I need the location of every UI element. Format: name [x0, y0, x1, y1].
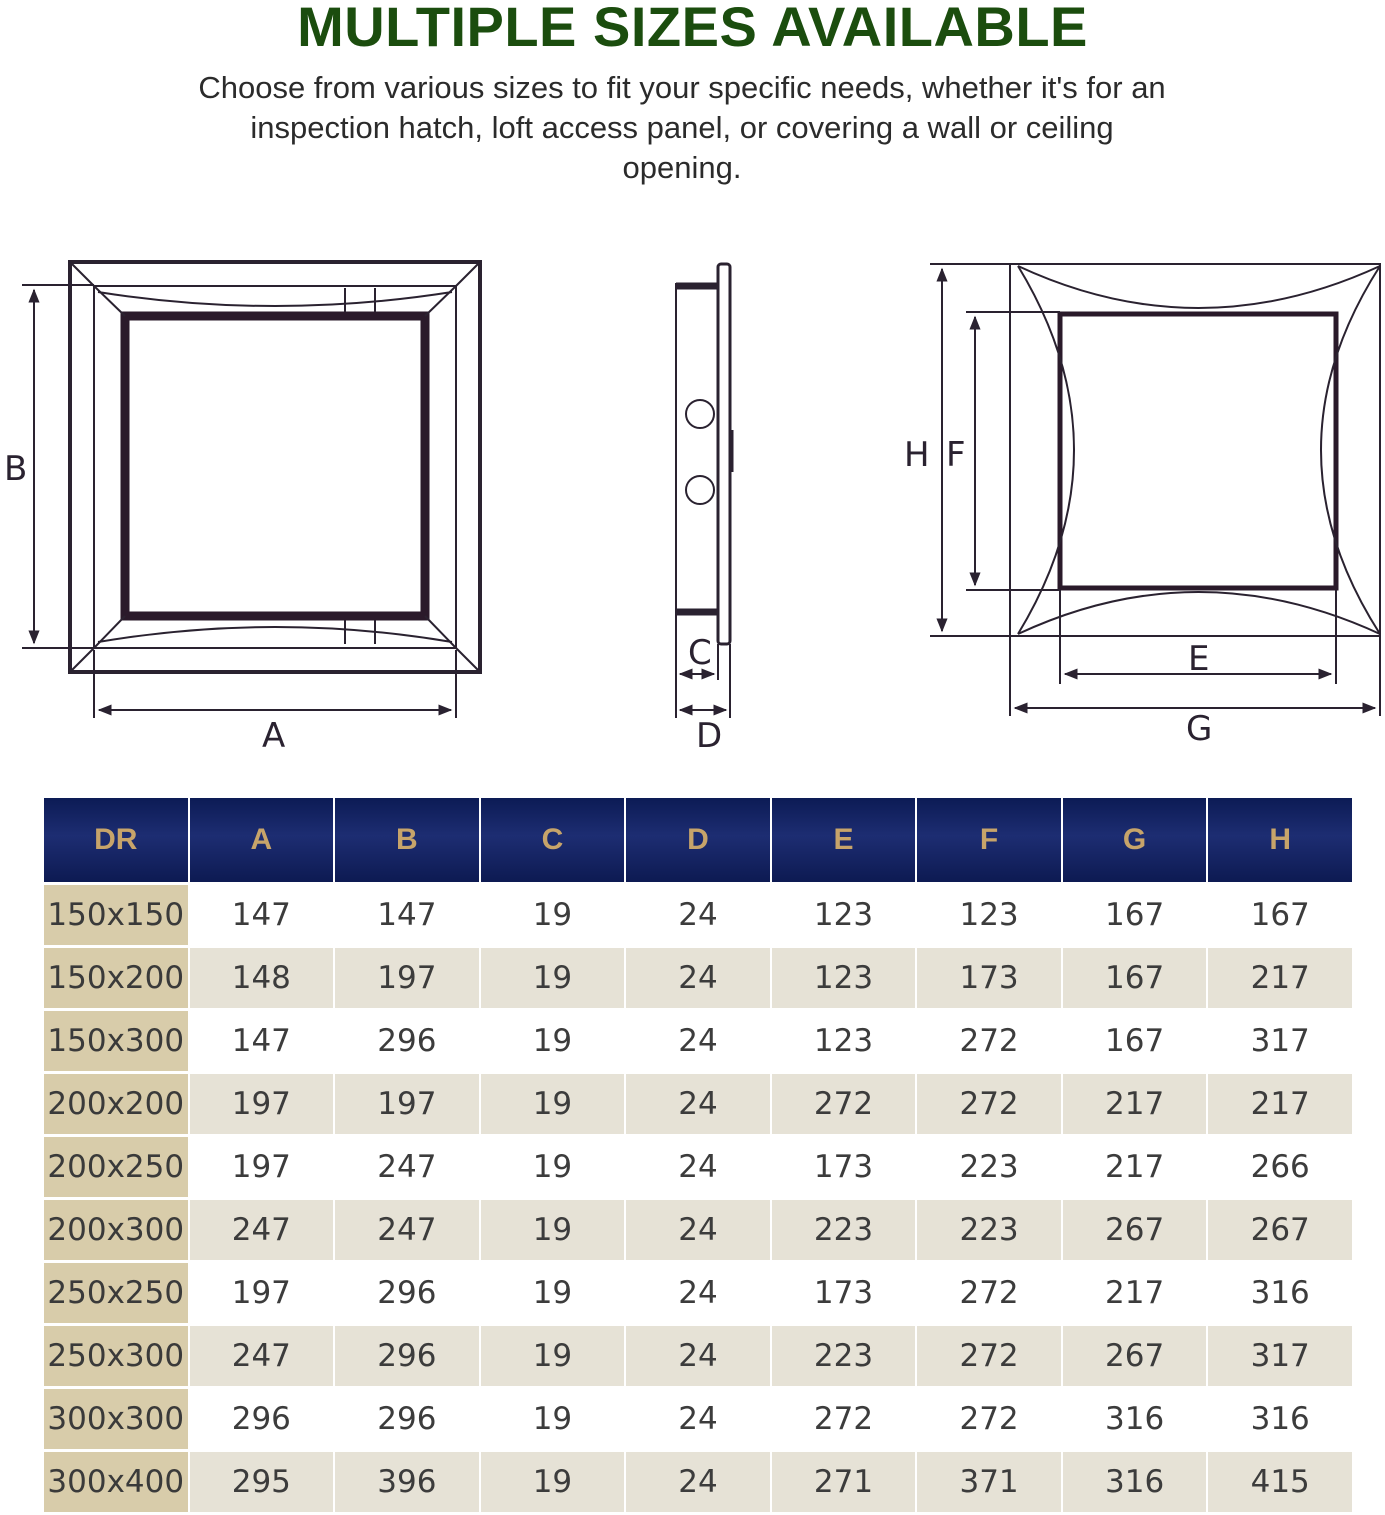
dimension-cell-a: 295 [190, 1452, 334, 1512]
dimension-cell-a: 197 [190, 1263, 334, 1323]
dimension-cell-f: 272 [917, 1011, 1061, 1071]
dimension-cell-d: 24 [626, 1011, 770, 1071]
dimension-cell-e: 123 [772, 1011, 916, 1071]
dimension-cell-f: 272 [917, 1389, 1061, 1449]
size-cell: 250x250 [44, 1263, 188, 1323]
column-header-h: H [1208, 798, 1352, 882]
dimension-cell-b: 247 [335, 1200, 479, 1260]
dimension-cell-b: 296 [335, 1389, 479, 1449]
dimension-cell-d: 24 [626, 1263, 770, 1323]
dimension-cell-f: 173 [917, 948, 1061, 1008]
column-header-d: D [626, 798, 770, 882]
dimension-cell-f: 223 [917, 1200, 1061, 1260]
label-g: G [1186, 709, 1213, 749]
column-header-g: G [1063, 798, 1207, 882]
dimension-cell-c: 19 [481, 1326, 625, 1386]
label-e: E [1188, 639, 1210, 679]
size-cell: 250x300 [44, 1326, 188, 1386]
column-header-a: A [190, 798, 334, 882]
dimension-cell-e: 123 [772, 885, 916, 945]
dimension-cell-d: 24 [626, 1452, 770, 1512]
dimension-cell-c: 19 [481, 1074, 625, 1134]
dimension-cell-b: 197 [335, 948, 479, 1008]
dimension-cell-f: 272 [917, 1263, 1061, 1323]
dimension-cell-b: 296 [335, 1263, 479, 1323]
dimension-cell-f: 272 [917, 1074, 1061, 1134]
dimension-cell-e: 272 [772, 1389, 916, 1449]
dimension-cell-a: 148 [190, 948, 334, 1008]
dimension-cell-h: 217 [1208, 1074, 1352, 1134]
dimension-cell-h: 316 [1208, 1389, 1352, 1449]
dimension-cell-h: 415 [1208, 1452, 1352, 1512]
dimension-cell-h: 317 [1208, 1011, 1352, 1071]
dimension-cell-f: 223 [917, 1137, 1061, 1197]
dimension-diagram [0, 240, 1385, 760]
dimension-cell-g: 316 [1063, 1389, 1207, 1449]
column-header-dr: DR [44, 798, 188, 882]
column-header-f: F [917, 798, 1061, 882]
dimension-cell-c: 19 [481, 948, 625, 1008]
dimension-cell-e: 223 [772, 1200, 916, 1260]
dimension-cell-d: 24 [626, 1200, 770, 1260]
dimension-cell-a: 147 [190, 1011, 334, 1071]
label-h: H [904, 435, 930, 475]
size-cell: 200x250 [44, 1137, 188, 1197]
size-cell: 300x300 [44, 1389, 188, 1449]
column-header-c: C [481, 798, 625, 882]
rear-view-drawing [930, 264, 1380, 716]
size-cell: 200x300 [44, 1200, 188, 1260]
label-f: F [946, 435, 966, 475]
table-row [44, 1011, 1352, 1071]
dimension-cell-c: 19 [481, 1389, 625, 1449]
dimension-cell-d: 24 [626, 1074, 770, 1134]
dimension-cell-a: 296 [190, 1389, 334, 1449]
dimension-cell-d: 24 [626, 1326, 770, 1386]
dimension-cell-b: 147 [335, 885, 479, 945]
dimension-cell-g: 267 [1063, 1326, 1207, 1386]
dimension-cell-c: 19 [481, 1137, 625, 1197]
dimension-cell-c: 19 [481, 885, 625, 945]
table-body [44, 885, 1352, 1512]
dimension-cell-a: 197 [190, 1137, 334, 1197]
size-cell: 150x150 [44, 885, 188, 945]
dimension-cell-g: 167 [1063, 1011, 1207, 1071]
dimension-cell-h: 217 [1208, 948, 1352, 1008]
dimension-cell-b: 296 [335, 1011, 479, 1071]
dimension-cell-b: 197 [335, 1074, 479, 1134]
table-row [44, 1200, 1352, 1260]
table-row [44, 1326, 1352, 1386]
table-row [44, 885, 1352, 945]
table-row [44, 948, 1352, 1008]
dimension-cell-f: 371 [917, 1452, 1061, 1512]
dimension-cell-e: 173 [772, 1137, 916, 1197]
table-row [44, 1137, 1352, 1197]
dimension-cell-e: 223 [772, 1326, 916, 1386]
column-header-b: B [335, 798, 479, 882]
dimension-cell-g: 316 [1063, 1452, 1207, 1512]
page-title: MULTIPLE SIZES AVAILABLE [297, 0, 1088, 58]
dimension-cell-a: 247 [190, 1200, 334, 1260]
dimension-cell-c: 19 [481, 1200, 625, 1260]
dimension-cell-a: 197 [190, 1074, 334, 1134]
dimension-cell-g: 167 [1063, 885, 1207, 945]
label-d: D [696, 716, 723, 756]
dimension-cell-c: 19 [481, 1011, 625, 1071]
dimension-cell-a: 147 [190, 885, 334, 945]
table-row [44, 1389, 1352, 1449]
front-view-drawing [22, 262, 480, 718]
table-row [44, 1452, 1352, 1512]
size-cell: 300x400 [44, 1452, 188, 1512]
dimension-cell-e: 173 [772, 1263, 916, 1323]
dimension-cell-h: 316 [1208, 1263, 1352, 1323]
dimension-cell-c: 19 [481, 1263, 625, 1323]
size-cell: 150x300 [44, 1011, 188, 1071]
dimension-cell-g: 217 [1063, 1263, 1207, 1323]
dimension-cell-g: 217 [1063, 1074, 1207, 1134]
table-row [44, 1074, 1352, 1134]
dimension-cell-g: 217 [1063, 1137, 1207, 1197]
dimension-cell-c: 19 [481, 1452, 625, 1512]
dimension-cell-e: 271 [772, 1452, 916, 1512]
dimension-cell-d: 24 [626, 885, 770, 945]
dimension-cell-h: 266 [1208, 1137, 1352, 1197]
dimension-cell-a: 247 [190, 1326, 334, 1386]
dimension-cell-b: 296 [335, 1326, 479, 1386]
dimension-cell-g: 267 [1063, 1200, 1207, 1260]
table-header-row [44, 798, 1352, 882]
dimension-cell-d: 24 [626, 1137, 770, 1197]
dimension-cell-h: 167 [1208, 885, 1352, 945]
size-specification-table [42, 795, 1354, 1515]
column-header-e: E [772, 798, 916, 882]
label-c: C [688, 633, 712, 673]
dimension-cell-d: 24 [626, 1389, 770, 1449]
size-cell: 200x200 [44, 1074, 188, 1134]
dimension-cell-h: 267 [1208, 1200, 1352, 1260]
label-b: B [4, 449, 28, 489]
dimension-cell-d: 24 [626, 948, 770, 1008]
dimension-cell-e: 272 [772, 1074, 916, 1134]
dimension-cell-h: 317 [1208, 1326, 1352, 1386]
dimension-cell-b: 396 [335, 1452, 479, 1512]
dimension-cell-e: 123 [772, 948, 916, 1008]
dimension-cell-f: 123 [917, 885, 1061, 945]
size-cell: 150x200 [44, 948, 188, 1008]
dimension-cell-f: 272 [917, 1326, 1061, 1386]
dimension-cell-b: 247 [335, 1137, 479, 1197]
label-a: A [262, 716, 286, 756]
dimension-cell-g: 167 [1063, 948, 1207, 1008]
page-description: Choose from various sizes to fit your specific needs, whether it's for an inspection hatch, loft access panel, or covering a wall or ceiling opening. [198, 70, 1166, 185]
table-row [44, 1263, 1352, 1323]
